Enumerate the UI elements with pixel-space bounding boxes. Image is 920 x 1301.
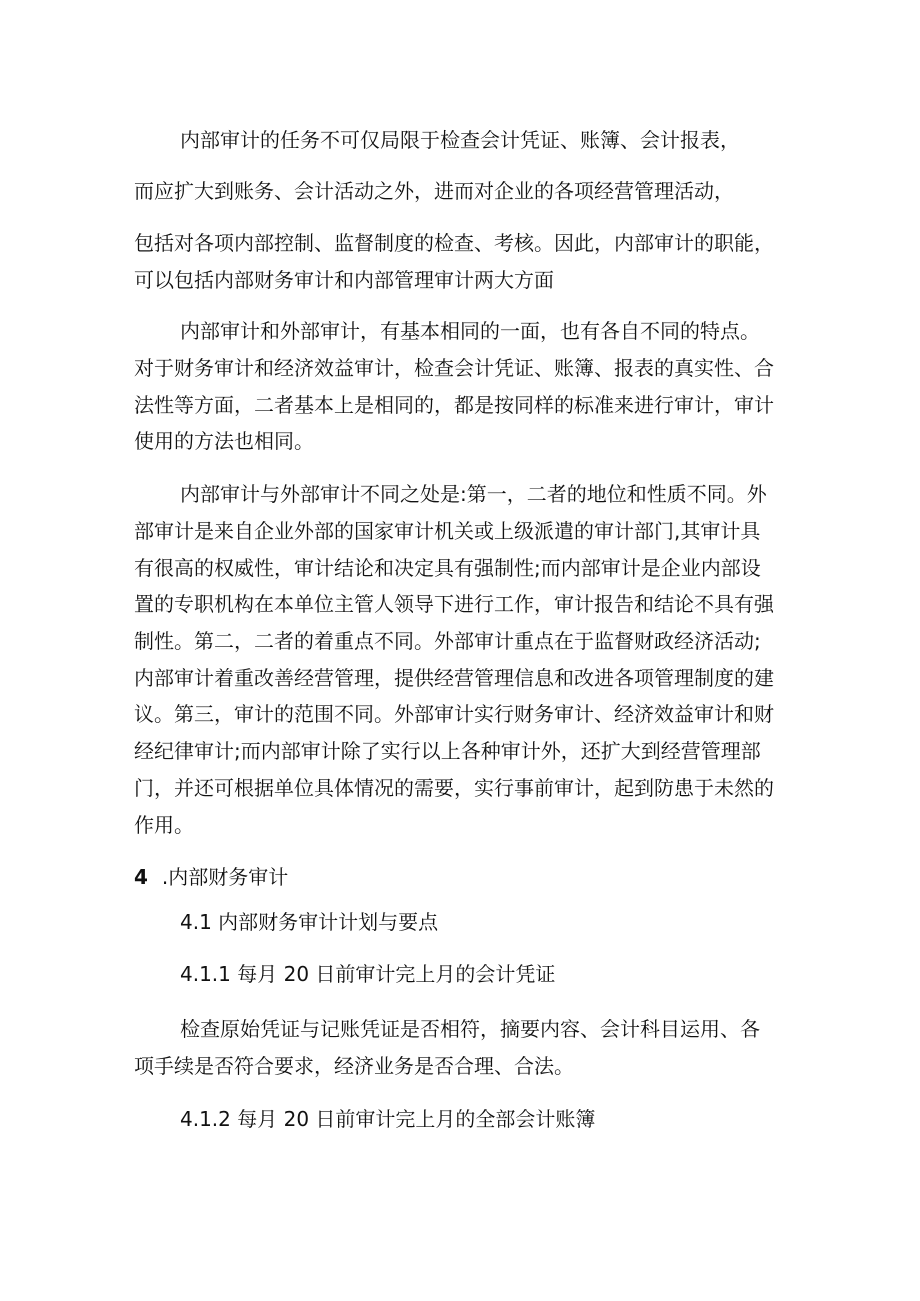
paragraph-4-line-1: 检查原始凭证与记账凭证是否相符，摘要内容、会计科目运用、各 — [180, 1017, 760, 1041]
paragraph-3-line-7: 议。第三，审计的范围不同。外部审计实行财务审计、经济效益审计和财 — [134, 702, 774, 726]
paragraph-1-line-3: 包括对各项内部控制、监督制度的检查、考核。因此，内部审计的职能， — [134, 231, 774, 255]
section-4-1-2-heading: 4.1.2 每月 20 日前审计完上月的全部会计账簿 — [180, 1107, 596, 1131]
paragraph-2-line-3: 法性等方面，二者基本上是相同的，都是按同样的标准来进行审计，审计 — [134, 393, 774, 417]
paragraph-2-line-2: 对于财务审计和经济效益审计，检查会计凭证、账簿、报表的真实性、合 — [134, 356, 774, 380]
paragraph-3-line-5: 制性。第二，二者的着重点不同。外部审计重点在于监督财政经济活动; — [134, 629, 761, 653]
paragraph-4-line-2: 项手续是否符合要求，经济业务是否合理、合法。 — [134, 1054, 574, 1078]
paragraph-3-line-9: 门，并还可根据单位具体情况的需要，实行事前审计，起到防患于未然的 — [134, 776, 774, 800]
paragraph-3-line-10: 作用。 — [134, 813, 194, 837]
section-4-1-heading: 4.1 内部财务审计计划与要点 — [180, 910, 439, 934]
paragraph-3-line-2: 部审计是来自企业外部的国家审计机关或上级派遣的审计部门,其审计具 — [134, 519, 761, 543]
paragraph-1-line-2: 而应扩大到账务、会计活动之外，进而对企业的各项经营管理活动， — [134, 179, 734, 203]
section-4-heading — [134, 863, 288, 891]
paragraph-3-line-4: 置的专职机构在本单位主管人领导下进行工作，审计报告和结论不具有强 — [134, 592, 774, 616]
paragraph-3-line-6: 内部审计着重改善经营管理，提供经营管理信息和改进各项管理制度的建 — [134, 666, 774, 690]
section-4-number: 4 — [134, 865, 148, 889]
section-4-1-1-heading: 4.1.1 每月 20 日前审计完上月的会计凭证 — [180, 962, 556, 986]
paragraph-1-line-4: 可以包括内部财务审计和内部管理审计两大方面 — [134, 268, 554, 292]
paragraph-2-line-1: 内部审计和外部审计，有基本相同的一面，也有各自不同的特点。 — [180, 319, 760, 343]
paragraph-3-line-1: 内部审计与外部审计不同之处是:第一，二者的地位和性质不同。外 — [180, 482, 767, 506]
paragraph-3-line-8: 经纪律审计;而内部审计除了实行以上各种审计外，还扩大到经营管理部 — [134, 739, 761, 763]
paragraph-1-line-1: 内部审计的任务不可仅局限于检查会计凭证、账簿、会计报表， — [180, 128, 740, 152]
paragraph-3-line-3: 有很高的权威性，审计结论和决定具有强制性;而内部审计是企业内部设 — [134, 556, 761, 580]
paragraph-2-line-4: 使用的方法也相同。 — [134, 429, 314, 453]
section-4-title: .内部财务审计 — [161, 865, 289, 889]
